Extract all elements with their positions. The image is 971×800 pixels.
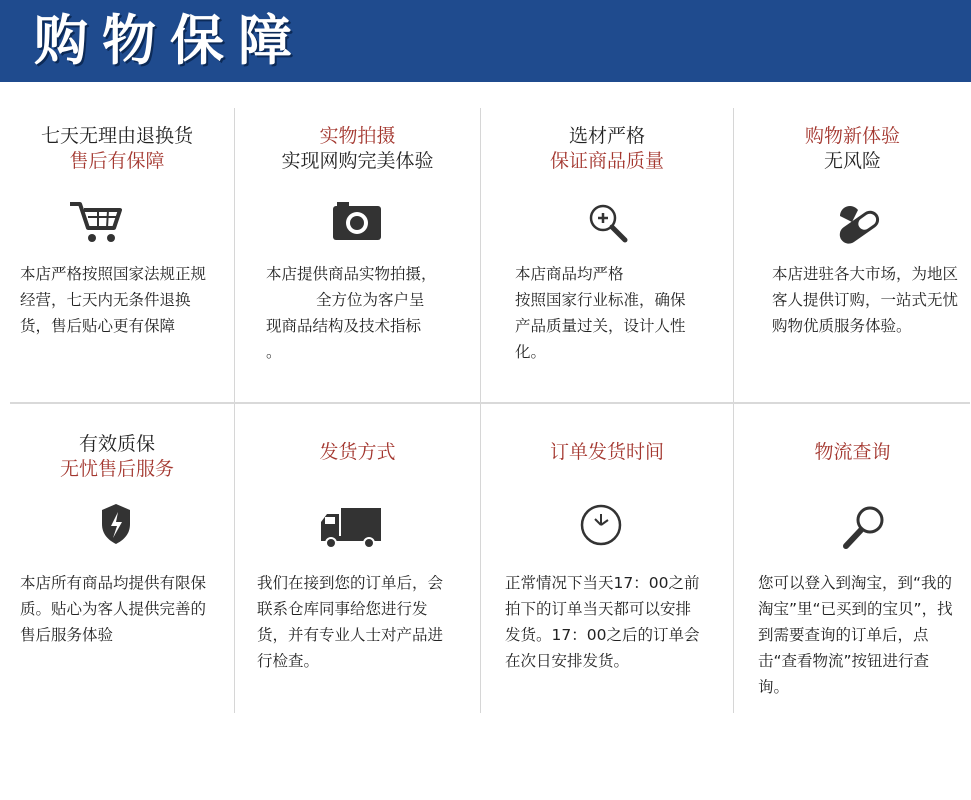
card-heading: [481, 124, 733, 174]
guarantee-card-warranty: [0, 430, 234, 710]
card-heading: [734, 440, 971, 465]
guarantee-card-quality: [481, 118, 733, 398]
description-line: 按照国家行业标准，确保: [515, 291, 686, 309]
card-heading: [235, 440, 480, 465]
heading-line: 七天无理由退换货: [40, 125, 193, 147]
guarantee-card-logistics: [734, 430, 971, 710]
description-line: 现商品结构及技术指标: [266, 317, 422, 335]
search-icon: [834, 502, 894, 552]
heading-line: 有效质保: [78, 433, 155, 455]
card-description: 您可以登入到淘宝，到“我的淘宝”里“已买到的宝贝”，找到需要查询的订单后，点击“查看物流”按钮进行查询。: [758, 574, 953, 696]
heading-line: 实现网购完美体验: [281, 150, 434, 172]
card-description: 我们在接到您的订单后，会联系仓库同事给您进行发货，并有专业人士对产品进行检查。: [257, 574, 444, 670]
card-heading: [235, 124, 480, 174]
card-description: 本店所有商品均提供有限保质。贴心为客人提供完善的售后服务体验: [20, 574, 207, 644]
card-description: 本店严格按照国家法规正规经营，七天内无条件退换货，售后贴心更有保障: [20, 265, 207, 335]
card-heading: [0, 432, 234, 482]
card-description: 正常情况下当天17：00之前拍下的订单当天都可以安排发货。17：00之后的订单会在次日安排发货。: [505, 574, 700, 670]
description-line: 全方位为客户呈: [316, 291, 425, 309]
card-heading: [0, 124, 234, 174]
camera-icon: [327, 198, 387, 248]
heading-line: 购物新体验: [804, 125, 900, 147]
guarantee-card-photo: [235, 118, 480, 398]
card-heading: [481, 440, 733, 465]
description-line: 。: [266, 343, 282, 361]
heading-line: 实物拍摄: [319, 125, 396, 147]
heading-line: 订单发货时间: [549, 441, 664, 463]
delivery-truck-icon: [319, 504, 383, 554]
clock-icon: [571, 500, 631, 550]
banner: [0, 0, 971, 82]
magnifier-plus-icon: [579, 200, 639, 250]
heading-line: 发货方式: [319, 441, 396, 463]
heading-line: 保证商品质量: [549, 150, 664, 172]
shield-icon: [86, 500, 146, 550]
card-description: [515, 261, 729, 365]
heading-line: 无忧售后服务: [59, 458, 174, 480]
page-title: 购物保障: [34, 9, 306, 72]
pill-capsule-icon: [830, 202, 890, 252]
card-description: [266, 261, 476, 365]
heading-line: 选材严格: [568, 125, 645, 147]
divider: [10, 402, 970, 404]
heading-line: 无风险: [823, 150, 881, 172]
description-line: 化。: [515, 343, 547, 361]
description-line: 本店提供商品实物拍摄，: [266, 265, 437, 283]
description-line: 本店商品均严格: [515, 265, 624, 283]
description-line: 产品质量过关，设计人性: [515, 317, 686, 335]
guarantee-card-shipping: [235, 430, 480, 710]
guarantee-card-return: [0, 118, 234, 398]
heading-line: 售后有保障: [69, 150, 165, 172]
heading-line: 物流查询: [814, 441, 891, 463]
card-heading: [734, 124, 971, 174]
guarantee-card-dispatch-time: [481, 430, 733, 710]
guarantee-card-experience: [734, 118, 971, 398]
card-description: 本店进驻各大市场，为地区客人提供订购，一站式无忧购物优质服务体验。: [772, 265, 959, 335]
shopping-cart-icon: [66, 196, 126, 246]
